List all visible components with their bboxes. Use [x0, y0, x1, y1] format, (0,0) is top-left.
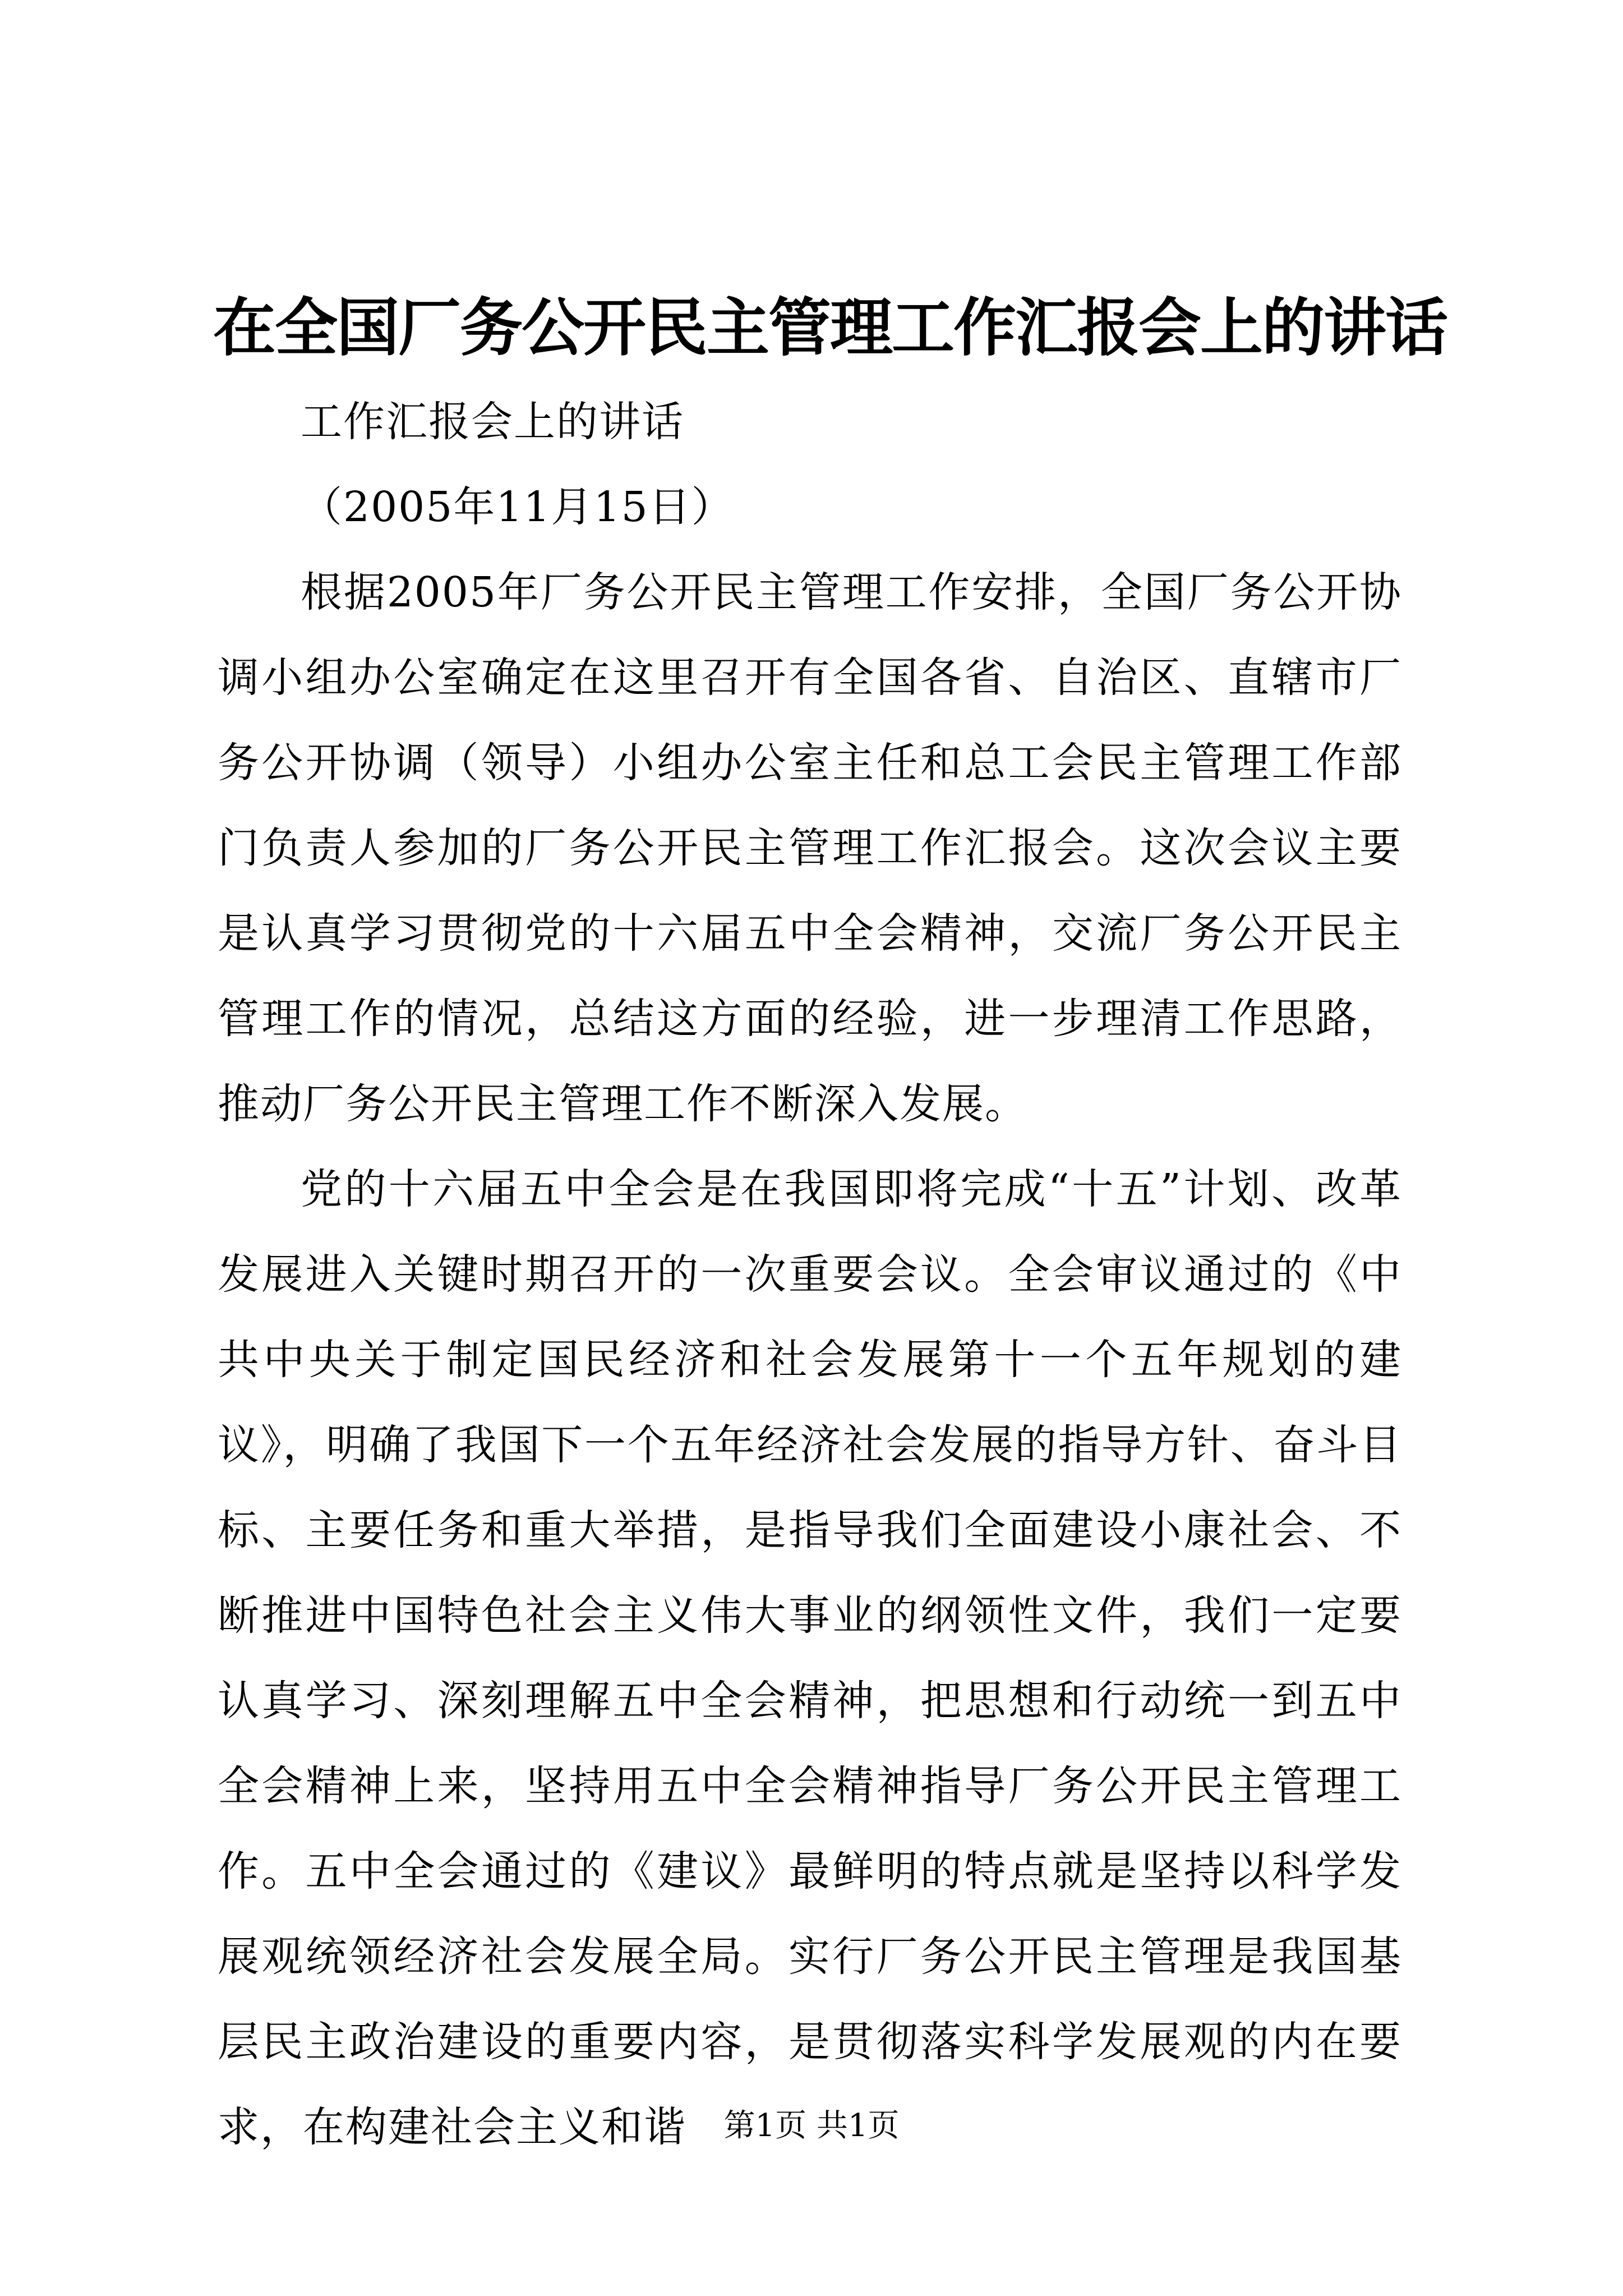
page-footer: 第1页 共1页: [723, 2108, 900, 2144]
document-title: 在全国厂务公开民主管理工作汇报会上的讲话: [213, 291, 1447, 365]
date-line: （2005年11月15日）: [301, 483, 734, 531]
paragraph-1: 根据2005年厂务公开民主管理工作安排，全国厂务公开协调小组办公室确定在这里召开有全国各省、自治区、直辖市厂务公开协调（领导）小组办公室主任和总工会民主管理工作部门负责人参加的厂务公开民主管理工作汇报会。这次会议主要是认真学习贯彻党的十六届五中全会精神，交流厂务公开民主管理工作的情况，总结这方面的经验，进一步理清工作思路，推动厂务公开民主管理工作不断深入发展。: [218, 568, 1402, 1128]
paragraph-2: 党的十六届五中全会是在我国即将完成“十五”计划、改革发展进入关键时期召开的一次重要会议。全会审议通过的《中共中央关于制定国民经济和社会发展第十一个五年规划的建议》，明确了我国下一个五年经济社会发展的指导方针、奋斗目标、主要任务和重大举措，是指导我们全面建设小康社会、不断推进中国特色社会主义伟大事业的纲领性文件，我们一定要认真学习、深刻理解五中全会精神，把思想和行动统一到五中全会精神上来，坚持用五中全会精神指导厂务公开民主管理工作。五中全会通过的《建议》最鲜明的特点就是坚持以科学发展观统领经济社会发展全局。实行厂务公开民主管理是我国基层民主政治建设的重要内容，是贯彻落实科学发展观的内在要求，在构建社会主义和谐: [218, 1165, 1402, 2151]
document-body: [218, 379, 1402, 2170]
subtitle-line: 工作汇报会上的讲话: [301, 398, 684, 446]
